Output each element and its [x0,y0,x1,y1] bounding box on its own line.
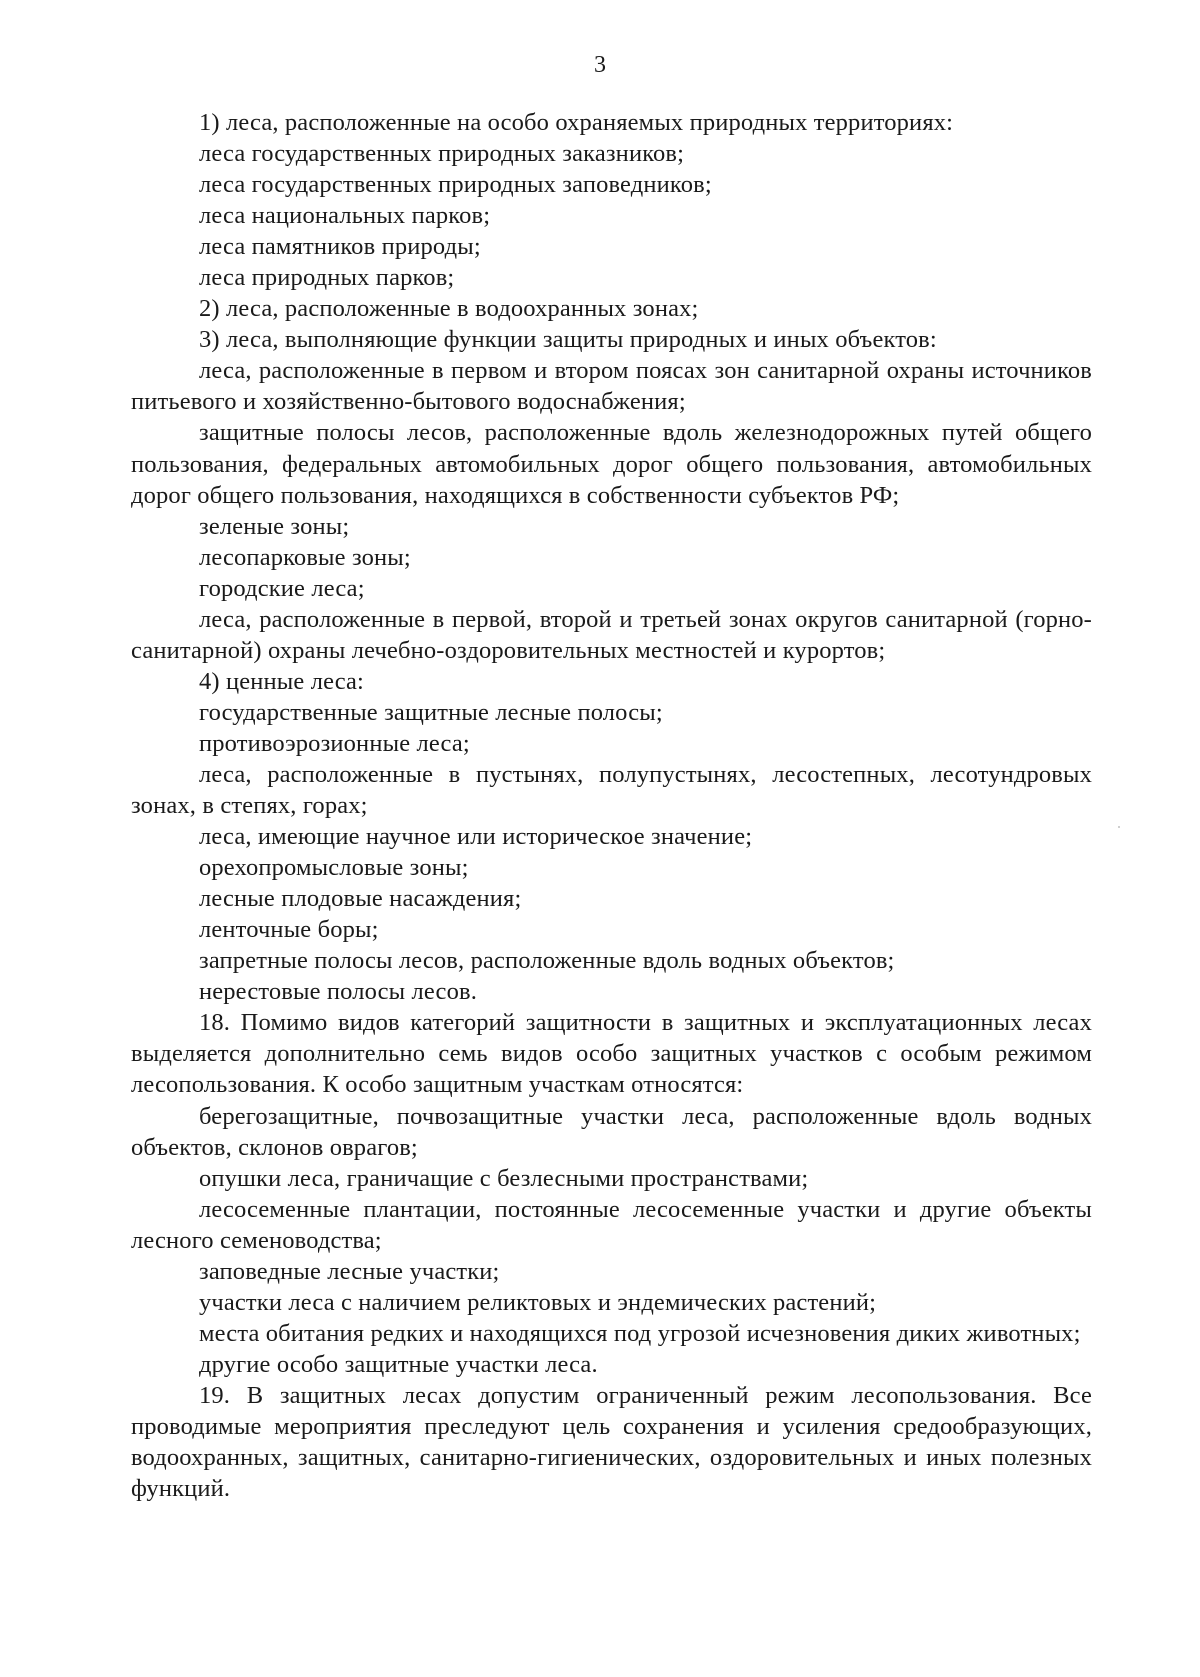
list-item-relict-plants: участки леса с наличием реликтовых и эндемических растений; [199,1288,877,1316]
list-item-deserts-steppes: леса, расположенные в пустынях, полупустынях, лесостепных, лесотундровых зонах, в степях, горах; [131,760,1092,820]
document-body [131,107,1092,1504]
list-item-nature-parks: леса природных парков; [199,264,455,292]
list-item-urban-forests: городские леса; [199,574,365,602]
list-item-3: 3) леса, выполняющие функции защиты природных и иных объектов: [199,326,937,354]
list-item-state-strips: государственные защитные лесные полосы; [199,698,663,726]
list-item-national-parks: леса национальных парков; [199,202,491,230]
scan-artifact-dot [1118,826,1120,828]
list-item-other-plots: другие особо защитные участки леса. [199,1350,598,1378]
list-item-nature-monuments: леса памятников природы; [199,233,481,261]
list-item-rare-animals: места обитания редких и находящихся под угрозой исчезновения диких животных; [199,1319,1081,1347]
list-item-protective-strips: защитные полосы лесов, расположенные вдоль железнодорожных путей общего пользования, федеральных автомобильных дорог общего пользования, автомобильных дорог общего пользования, находящихся в собственности субъектов РФ; [131,419,1092,509]
list-item-zakazniki: леса государственных природных заказников; [199,140,685,168]
list-item-forest-park-zones: лесопарковые зоны; [199,543,411,571]
list-item-scientific-value: леса, имеющие научное или историческое значение; [199,823,753,851]
list-item-seed-plantations: лесосеменные плантации, постоянные лесосеменные участки и другие объекты лесного семеноводства; [131,1195,1092,1254]
list-item-ribbon-pinewoods: ленточные боры; [199,916,379,944]
list-item-resort-districts: леса, расположенные в первой, второй и третьей зонах округов санитарной (горно-санитарной) охраны лечебно-оздоровительных местностей и курортов; [131,605,1092,664]
list-item-2: 2) леса, расположенные в водоохранных зонах; [199,295,699,323]
list-item-fruit-stands: лесные плодовые насаждения; [199,885,522,913]
list-item-nut-zones: орехопромысловые зоны; [199,854,469,882]
list-item-4: 4) ценные леса: [199,667,365,695]
list-item-zapovedniki: леса государственных природных заповедников; [199,171,712,199]
section-19: 19. В защитных лесах допустим ограниченный режим лесопользования. Все проводимые мероприятия преследуют цель сохранения и усиления средообразующих, водоохранных, защитных, санитарно-гигиенических, оздоровительных и иных полезных функций. [131,1381,1092,1503]
list-item-forest-edges: опушки леса, граничащие с безлесными пространствами; [199,1164,809,1192]
section-18: 18. Помимо видов категорий защитности в защитных и эксплуатационных лесах выделяется дополнительно семь видов особо защитных участков с особым режимом лесопользования. К особо защитным участкам относятся: [131,1009,1092,1099]
list-item-sanitary-zones: леса, расположенные в первом и втором поясах зон санитарной охраны источников питьевого и хозяйственно-бытового водоснабжения; [131,357,1092,416]
page-number: 3 [594,52,606,78]
list-item-restricted-strips: запретные полосы лесов, расположенные вдоль водных объектов; [199,947,895,975]
list-item-anti-erosion: противоэрозионные леса; [199,729,470,757]
list-item-spawning-strips: нерестовые полосы лесов. [199,978,477,1006]
list-item-shore-protective: берегозащитные, почвозащитные участки леса, расположенные вдоль водных объектов, склонов оврагов; [131,1102,1092,1161]
list-item-1: 1) леса, расположенные на особо охраняемых природных территориях: [199,109,954,136]
list-item-reserved-plots: заповедные лесные участки; [199,1257,500,1285]
list-item-green-zones: зеленые зоны; [199,512,350,540]
